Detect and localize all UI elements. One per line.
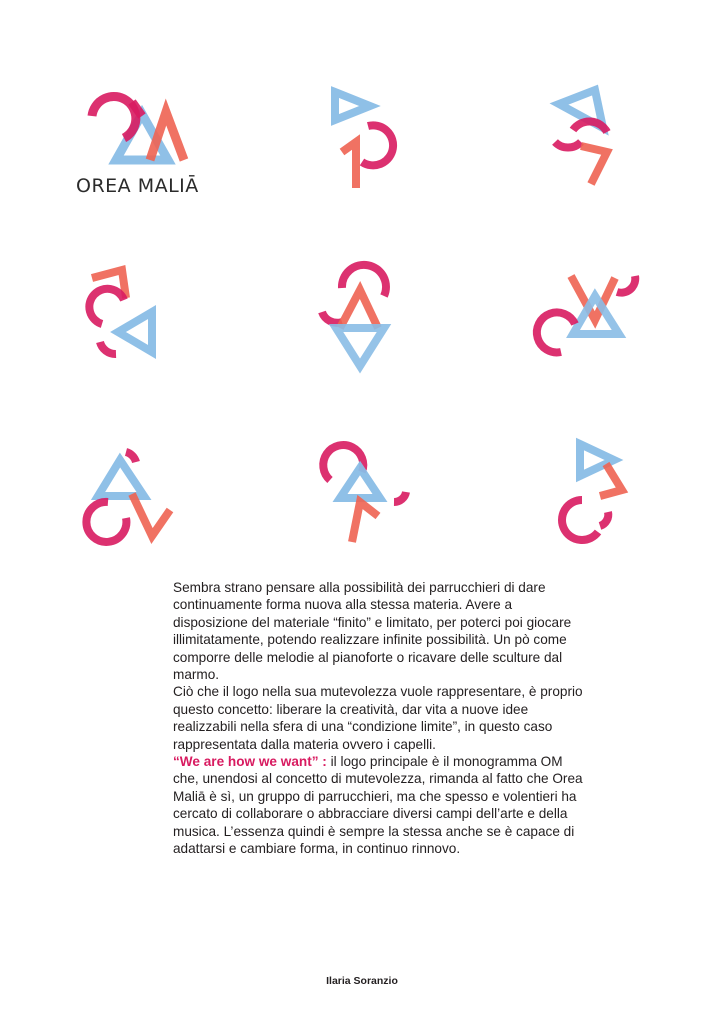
paragraph-concept: Ciò che il logo nella sua mutevolezza vuole rappresentare, è proprio questo concetto: liberare la creatività, dar vita a nuove idee realizzabili nella sfera di una “condizione limite”, in questo caso rappresentata dalla materia ovvero i capelli. <box>173 684 583 752</box>
monogram-variant-icon <box>80 262 220 382</box>
paragraph-intro: Sembra strano pensare alla possibilità dei parrucchieri di dare continuamente forma nuova alla stessa materia. Avere a disposizione del materiale “finito” e limitato, per poterci poi giocare illimitatamente, potendo realizzare infinite possibilità. Un pò come comporre delle melodie al pianoforte o ricavare delle sculture dal marmo. <box>173 580 572 683</box>
monogram-variant-icon <box>310 80 450 200</box>
logo-variant-6 <box>545 268 685 388</box>
logo-variant-7 <box>80 448 220 568</box>
monogram-variant-icon <box>545 80 685 200</box>
paragraph-monogram-text: il logo principale è il monogramma OM che, unendosi al concetto di mutevolezza, rimanda al fatto che Orea Maliā è sì, un gruppo di parrucchieri, ma che spesso e volentieri ha cercato di collaborare o abbracciare diversi campi dell’arte e della musica. L’essenza quindi è sempre la stessa anche se è capace di adattarsi e cambiare forma, in continuo rinnovo. <box>173 754 583 857</box>
description-text <box>173 579 583 858</box>
logo-variant-8 <box>318 446 458 566</box>
monogram-variant-icon <box>545 268 685 388</box>
monogram-variant-icon <box>318 446 458 566</box>
logo-variant-2 <box>310 80 450 200</box>
brand-name: OREA MALIĀ <box>76 175 199 197</box>
logo-variant-5 <box>312 260 452 380</box>
monogram-variant-icon <box>312 260 452 380</box>
monogram-variant-icon <box>80 448 220 568</box>
tagline: “We are how we want” : <box>173 754 327 770</box>
logo-variant-3 <box>545 80 685 200</box>
monogram-variant-icon <box>560 436 700 556</box>
author-name: Ilaria Soranzio <box>326 975 398 987</box>
logo-variant-9 <box>560 436 700 556</box>
paragraph-monogram <box>173 753 583 857</box>
logo-variant-4 <box>80 262 220 382</box>
